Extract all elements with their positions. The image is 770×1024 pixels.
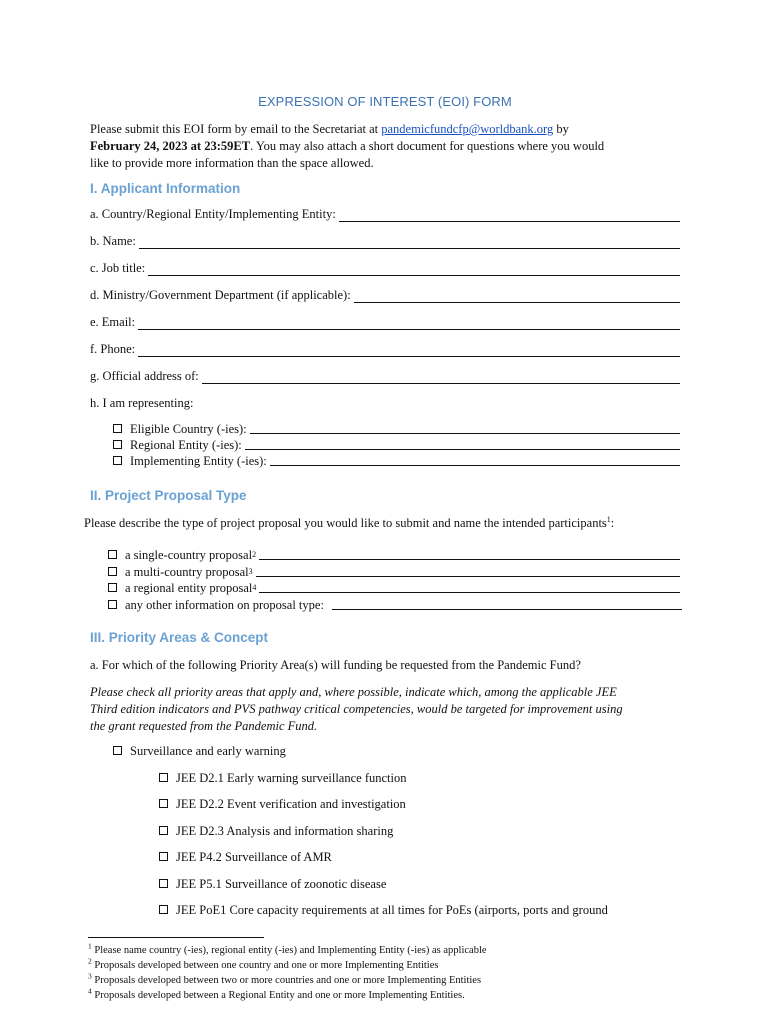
checkbox[interactable] xyxy=(159,826,168,835)
intro-text: Please submit this EOI form by email to the Secretariat at xyxy=(90,122,382,136)
footnote-number: 4 xyxy=(88,986,92,996)
intro-line-3: like to provide more information than the space allowed. xyxy=(90,156,374,170)
checkbox[interactable] xyxy=(159,905,168,914)
input-line[interactable] xyxy=(270,454,680,466)
indicator-option[interactable] xyxy=(159,902,608,918)
field-label: d. Ministry/Government Department (if applicable): xyxy=(90,288,351,302)
intro-line-2 xyxy=(90,138,604,155)
input-line[interactable] xyxy=(256,565,680,577)
priority-question: a. For which of the following Priority Area(s) will funding be requested from the Pandemic Fund? xyxy=(90,658,581,672)
input-line[interactable] xyxy=(148,264,680,276)
instructions-line: Third edition indicators and PVS pathway critical competencies, would be targeted for improvement using xyxy=(90,702,623,716)
proposal-option[interactable] xyxy=(108,597,682,613)
form-title: EXPRESSION OF INTEREST (EOI) FORM xyxy=(258,94,512,109)
footnote xyxy=(88,971,482,986)
field-name[interactable] xyxy=(90,233,680,249)
input-line[interactable] xyxy=(259,548,680,560)
instructions-line: Please check all priority areas that apply and, where possible, indicate which, among the applicable JEE xyxy=(90,685,617,699)
representing-option[interactable] xyxy=(113,437,680,453)
footnote-text: Proposals developed between a Regional Entity and one or more Implementing Entities. xyxy=(94,990,465,1001)
input-line[interactable] xyxy=(138,345,680,357)
proposal-option[interactable]: a regional entity proposal 4 xyxy=(108,580,680,596)
footnote-ref: 1 xyxy=(606,514,611,524)
field-phone[interactable] xyxy=(90,341,680,357)
input-line[interactable] xyxy=(354,291,680,303)
field-label: c. Job title: xyxy=(90,261,146,275)
field-email[interactable] xyxy=(90,314,680,330)
footnote-text: Proposals developed between one country and one or more Implementing Entities xyxy=(94,960,439,971)
checkbox[interactable] xyxy=(159,879,168,888)
field-official-address[interactable] xyxy=(90,368,680,384)
option-label: a single-country proposal xyxy=(125,547,253,562)
field-entity[interactable] xyxy=(90,206,680,222)
indicator-option[interactable] xyxy=(159,770,407,786)
email-link[interactable]: pandemicfundcfp@worldbank.org xyxy=(381,122,554,136)
option-label: JEE P5.1 Surveillance of zoonotic disease xyxy=(176,876,387,891)
checkbox[interactable] xyxy=(159,852,168,861)
checkbox[interactable] xyxy=(113,746,122,755)
footnote-text: Proposals developed between two or more countries and one or more Implementing Entities xyxy=(94,975,482,986)
footnote xyxy=(88,986,465,1001)
instructions-line: the grant requested from the Pandemic Fund. xyxy=(90,719,318,733)
field-label: a. Country/Regional Entity/Implementing Entity: xyxy=(90,207,336,221)
footnote-divider xyxy=(88,937,264,938)
footnote xyxy=(88,941,487,956)
proposal-option[interactable]: a single-country proposal 2 xyxy=(108,547,680,563)
intro-text: by xyxy=(553,122,569,136)
indicator-option[interactable] xyxy=(159,796,406,812)
option-label: a multi-country proposal xyxy=(125,564,249,579)
input-line[interactable] xyxy=(202,372,680,384)
footnote-number: 3 xyxy=(88,971,92,981)
field-label: g. Official address of: xyxy=(90,369,199,383)
input-line[interactable] xyxy=(138,318,680,330)
checkbox[interactable] xyxy=(113,456,122,465)
footnote-number: 2 xyxy=(88,956,92,966)
indicator-option[interactable] xyxy=(159,823,393,839)
option-label: a regional entity proposal xyxy=(125,580,253,595)
input-line[interactable] xyxy=(139,237,680,249)
field-label: f. Phone: xyxy=(90,342,136,356)
footnote-number: 1 xyxy=(88,941,92,951)
option-label: any other information on proposal type: xyxy=(125,597,324,612)
field-ministry[interactable] xyxy=(90,287,680,303)
option-label: JEE D2.1 Early warning surveillance function xyxy=(176,770,407,785)
intro-text: . You may also attach a short document for questions where you would xyxy=(250,139,605,153)
input-line[interactable] xyxy=(250,422,680,434)
field-job-title[interactable] xyxy=(90,260,680,276)
input-line[interactable] xyxy=(259,581,680,593)
indicator-option[interactable] xyxy=(159,849,332,865)
field-label: b. Name: xyxy=(90,234,136,248)
option-label: Surveillance and early warning xyxy=(130,743,286,758)
checkbox[interactable] xyxy=(159,773,168,782)
checkbox[interactable] xyxy=(108,550,117,559)
section-heading-proposal-type: II. Project Proposal Type xyxy=(90,488,247,503)
representing-option[interactable] xyxy=(113,421,680,437)
footnote-text: Please name country (-ies), regional entity (-ies) and Implementing Entity (-ies) as applicable xyxy=(94,945,487,956)
option-label: Implementing Entity (-ies): xyxy=(130,453,267,468)
indicator-option[interactable] xyxy=(159,876,386,892)
proposal-option[interactable]: a multi-country proposal 3 xyxy=(108,564,680,580)
section-heading-applicant: I. Applicant Information xyxy=(90,181,241,196)
checkbox[interactable] xyxy=(108,567,117,576)
checkbox[interactable] xyxy=(108,600,117,609)
priority-area-option[interactable] xyxy=(113,743,286,759)
option-label: JEE D2.3 Analysis and information sharing xyxy=(176,823,394,838)
input-line[interactable] xyxy=(332,598,682,610)
checkbox[interactable] xyxy=(113,424,122,433)
option-label: JEE P4.2 Surveillance of AMR xyxy=(176,849,332,864)
field-label: e. Email: xyxy=(90,315,136,329)
checkbox[interactable] xyxy=(108,583,117,592)
deadline: February 24, 2023 at 23:59ET xyxy=(90,139,251,153)
input-line[interactable] xyxy=(245,438,680,450)
representing-option[interactable] xyxy=(113,453,680,469)
option-label: Regional Entity (-ies): xyxy=(130,437,242,452)
checkbox[interactable] xyxy=(113,440,122,449)
section-heading-priority-areas: III. Priority Areas & Concept xyxy=(90,630,269,645)
option-label: Eligible Country (-ies): xyxy=(130,421,247,436)
footnote xyxy=(88,956,439,971)
option-label: JEE PoE1 Core capacity requirements at all times for PoEs (airports, ports and ground xyxy=(176,902,608,917)
proposal-prompt xyxy=(84,515,614,532)
checkbox[interactable] xyxy=(159,799,168,808)
representing-label: h. I am representing: xyxy=(90,396,194,410)
option-label: JEE D2.2 Event verification and investigation xyxy=(176,796,406,811)
input-line[interactable] xyxy=(339,210,680,222)
intro-line-1 xyxy=(90,121,569,138)
prompt-text: Please describe the type of project proposal you would like to submit and name the intended participants xyxy=(84,516,607,530)
prompt-end: : xyxy=(610,516,615,530)
